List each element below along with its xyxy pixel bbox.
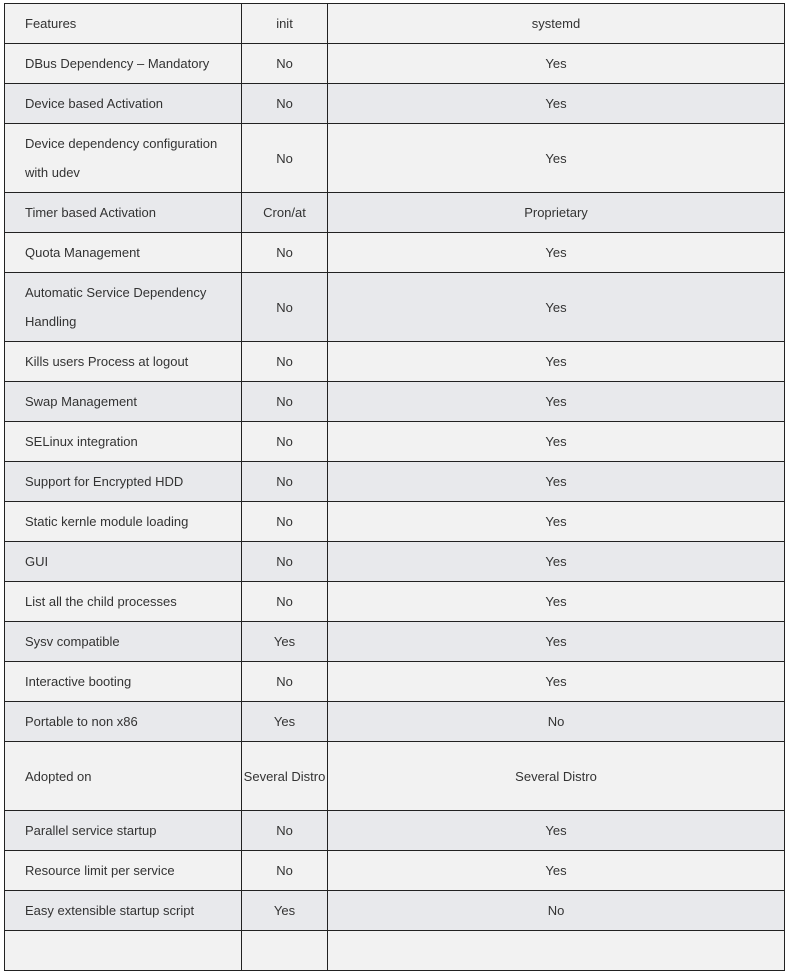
init-cell: No xyxy=(242,851,328,891)
systemd-cell: Yes xyxy=(328,462,785,502)
table-row xyxy=(5,851,785,891)
systemd-cell: Yes xyxy=(328,84,785,124)
feature-cell: Sysv compatible xyxy=(5,622,242,662)
table-row xyxy=(5,931,785,971)
init-cell: No xyxy=(242,124,328,193)
table-row xyxy=(5,662,785,702)
feature-cell: Timer based Activation xyxy=(5,193,242,233)
table-row xyxy=(5,273,785,342)
feature-cell: GUI xyxy=(5,542,242,582)
init-cell: Cron/at xyxy=(242,193,328,233)
systemd-cell: Proprietary xyxy=(328,193,785,233)
init-cell: Yes xyxy=(242,702,328,742)
feature-cell: Resource limit per service xyxy=(5,851,242,891)
feature-cell: List all the child processes xyxy=(5,582,242,622)
init-cell: No xyxy=(242,422,328,462)
feature-cell: Interactive booting xyxy=(5,662,242,702)
systemd-cell: Yes xyxy=(328,233,785,273)
init-cell: No xyxy=(242,382,328,422)
systemd-cell: Yes xyxy=(328,422,785,462)
comparison-table-container xyxy=(4,3,784,971)
feature-cell: Quota Management xyxy=(5,233,242,273)
table-row xyxy=(5,742,785,811)
init-cell: No xyxy=(242,342,328,382)
feature-cell: Device dependency configuration with udev xyxy=(5,124,242,193)
table-row xyxy=(5,193,785,233)
feature-cell: Parallel service startup xyxy=(5,811,242,851)
systemd-cell: Yes xyxy=(328,124,785,193)
systemd-cell: Yes xyxy=(328,582,785,622)
init-cell: No xyxy=(242,462,328,502)
table-row xyxy=(5,233,785,273)
table-row xyxy=(5,891,785,931)
systemd-cell: Yes xyxy=(328,622,785,662)
header-init: init xyxy=(242,4,328,44)
table-row xyxy=(5,542,785,582)
table-row xyxy=(5,462,785,502)
init-cell: No xyxy=(242,502,328,542)
feature-cell: Device based Activation xyxy=(5,84,242,124)
table-row xyxy=(5,582,785,622)
init-cell: No xyxy=(242,582,328,622)
table-row xyxy=(5,84,785,124)
table-row xyxy=(5,502,785,542)
table-row xyxy=(5,382,785,422)
systemd-cell: Yes xyxy=(328,851,785,891)
table-row xyxy=(5,422,785,462)
header-systemd: systemd xyxy=(328,4,785,44)
feature-cell: Swap Management xyxy=(5,382,242,422)
systemd-cell: Yes xyxy=(328,502,785,542)
table-row xyxy=(5,124,785,193)
table-row xyxy=(5,44,785,84)
init-vs-systemd-table xyxy=(4,3,785,971)
feature-cell: Support for Encrypted HDD xyxy=(5,462,242,502)
table-header-row xyxy=(5,4,785,44)
init-cell: No xyxy=(242,84,328,124)
feature-cell: Kills users Process at logout xyxy=(5,342,242,382)
systemd-cell: Yes xyxy=(328,273,785,342)
init-cell: No xyxy=(242,44,328,84)
table-row xyxy=(5,342,785,382)
feature-cell: DBus Dependency – Mandatory xyxy=(5,44,242,84)
feature-cell: Easy extensible startup script xyxy=(5,891,242,931)
feature-cell: Adopted on xyxy=(5,742,242,811)
init-cell: No xyxy=(242,662,328,702)
systemd-cell: Yes xyxy=(328,542,785,582)
table-row xyxy=(5,702,785,742)
systemd-cell: Yes xyxy=(328,662,785,702)
systemd-cell: Yes xyxy=(328,382,785,422)
init-cell: No xyxy=(242,811,328,851)
table-row xyxy=(5,622,785,662)
systemd-cell: No xyxy=(328,891,785,931)
feature-cell: Portable to non x86 xyxy=(5,702,242,742)
table-row xyxy=(5,811,785,851)
feature-cell xyxy=(5,931,242,971)
init-cell: No xyxy=(242,542,328,582)
systemd-cell: Yes xyxy=(328,342,785,382)
systemd-cell: Yes xyxy=(328,811,785,851)
init-cell: No xyxy=(242,233,328,273)
feature-cell: SELinux integration xyxy=(5,422,242,462)
systemd-cell: Yes xyxy=(328,44,785,84)
header-features: Features xyxy=(5,4,242,44)
init-cell: Yes xyxy=(242,622,328,662)
init-cell: No xyxy=(242,273,328,342)
systemd-cell: No xyxy=(328,702,785,742)
systemd-cell xyxy=(328,931,785,971)
feature-cell: Static kernle module loading xyxy=(5,502,242,542)
systemd-cell: Several Distro xyxy=(328,742,785,811)
feature-cell: Automatic Service Dependency Handling xyxy=(5,273,242,342)
init-cell: Yes xyxy=(242,891,328,931)
init-cell xyxy=(242,931,328,971)
init-cell: Several Distro xyxy=(242,742,328,811)
